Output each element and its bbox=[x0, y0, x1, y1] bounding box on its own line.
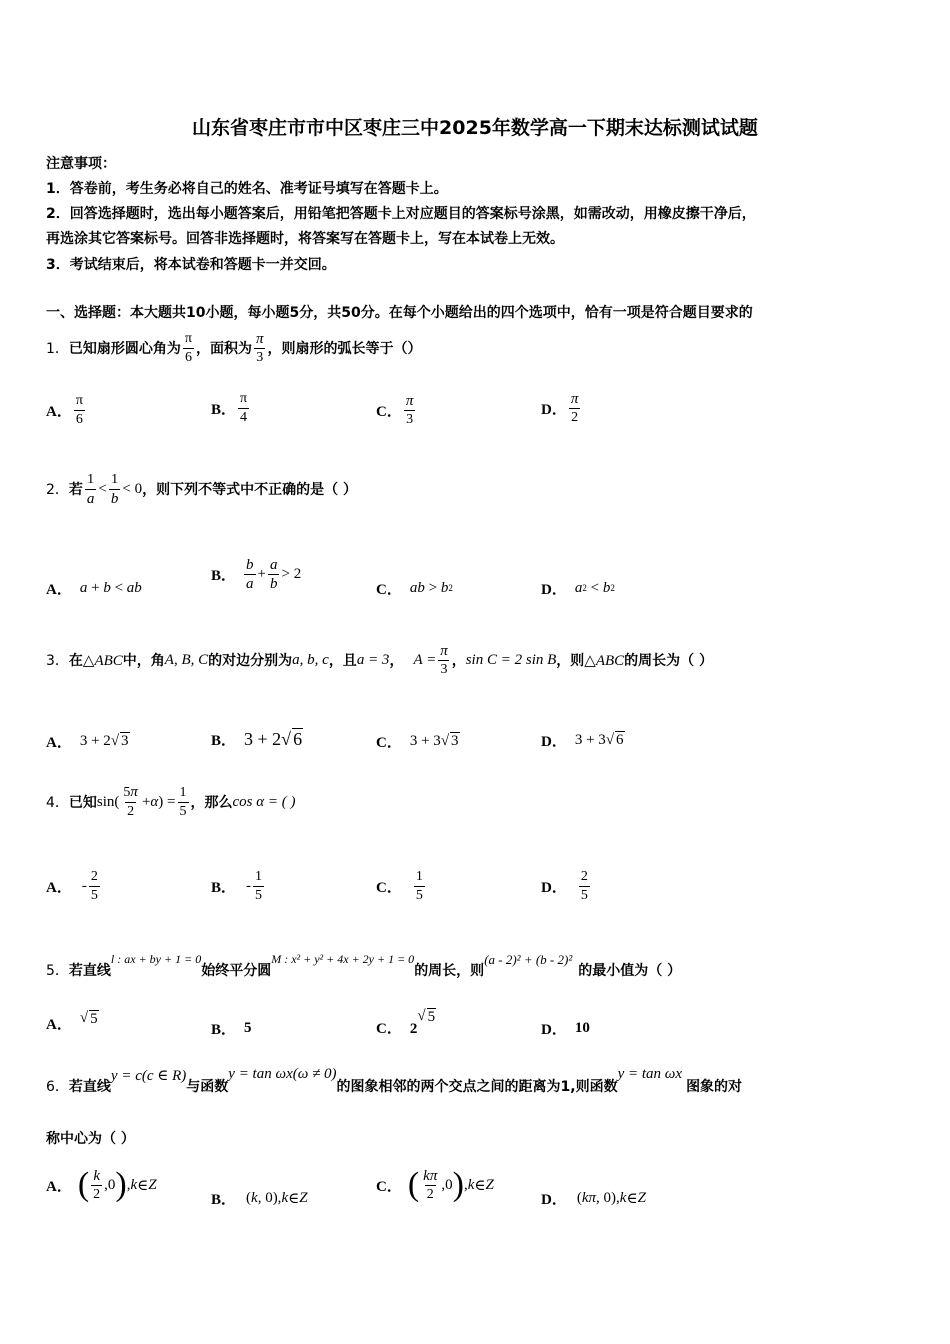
fraction: $\frac{\pi}{3}$ bbox=[256, 330, 264, 365]
q5-option-b: B． 5 bbox=[211, 1019, 252, 1038]
q4-option-c: C． $\frac{1}{5}$ bbox=[376, 868, 423, 903]
page-title: 山东省枣庄市市中区枣庄三中2025年数学高一下期末达标测试试题 bbox=[192, 117, 758, 139]
question-number: 6． bbox=[46, 1079, 69, 1095]
q2-option-a: A． a + b < ab bbox=[46, 579, 142, 598]
q6-option-c: C． ( $\frac{k\pi}{2}$ ,0 ) , k ∈ Z bbox=[376, 1166, 494, 1203]
section-heading: 一、选择题：本大题共10小题，每小题5分，共50分。在每个小题给出的四个选项中，恰有一项是符合题目要求的 bbox=[46, 305, 753, 321]
question-number: 5． bbox=[46, 963, 69, 979]
q5-option-d: D． 10 bbox=[541, 1019, 590, 1038]
q6-option-a: A． ( $\frac{k}{2}$ ,0 ) , k ∈ Z bbox=[46, 1166, 157, 1203]
question-3: 3． 在 △ABC 中，角 A, B, C 的对边分别为 a, b, c ，且 a = 3 ， A = $\frac{\pi}{3}$ ， sin C = 2 sin B ，则 △ABC 的周长为（ ） bbox=[46, 642, 714, 677]
q3-option-b: B． 3 + 2 √ 6 bbox=[211, 728, 303, 749]
notice-item-1: 1．答卷前，考生务必将自己的姓名、准考证号填写在答题卡上。 bbox=[46, 181, 448, 197]
q4-option-d: D． $\frac{2}{5}$ bbox=[541, 868, 588, 903]
q5-option-c: C． 2 √ 5 bbox=[376, 1008, 436, 1037]
q1-option-b: B． $\frac{\pi}{4}$ bbox=[211, 390, 248, 425]
q2-option-d: D． a 2 < b 2 bbox=[541, 579, 615, 598]
q1-option-c: C． $\frac{\pi}{3}$ bbox=[376, 392, 414, 427]
question-1: 1． 已知扇形圆心角为 $\frac{\pi}{6}$ ，面积为 $\frac{\pi}{3}$ ，则扇形的弧长等于（） bbox=[46, 330, 422, 365]
fraction: $\frac{\pi}{6}$ bbox=[184, 330, 192, 365]
question-6: 6． 若直线 y = c(c ∈ R) 与函数 y = tan ωx(ω ≠ 0) 的图象相邻的两个交点之间的距离为1,则函数 y = tan ωx 图象的对 bbox=[46, 1066, 743, 1095]
question-number: 4． bbox=[46, 795, 69, 811]
notice-item-2a: 2．回答选择题时，选出每小题答案后，用铅笔把答题卡上对应题目的答案标号涂黑，如需改动，用橡皮擦干净后， bbox=[46, 206, 756, 222]
q2-option-c: C． ab > b 2 bbox=[376, 579, 453, 598]
q2-option-b: B． $\frac{b}{a}$ + $\frac{a}{b}$ > 2 bbox=[211, 556, 302, 592]
q1-option-d: D． $\frac{\pi}{2}$ bbox=[541, 390, 579, 425]
notice-item-2b: 再选涂其它答案标号。回答非选择题时，将答案写在答题卡上，写在本试卷上无效。 bbox=[46, 231, 564, 247]
q4-option-a: A． - $\frac{2}{5}$ bbox=[46, 868, 98, 903]
q3-option-c: C． 3 + 3 √ 3 bbox=[376, 732, 459, 751]
question-5: 5． 若直线 l : ax + by + 1 = 0 始终平分圆 M : x² + y² + 4x + 2y + 1 = 0 的周长，则 (a - 2)² + (b - 2)² 的最小值为（ ） bbox=[46, 952, 682, 979]
question-4: 4． 已知 sin( $\frac{5\pi}{2}$ + α ) = $\frac{1}{5}$ ，那么 cos α = ( ) bbox=[46, 784, 296, 819]
q3-option-a: A． 3 + 2 √ 3 bbox=[46, 732, 129, 751]
question-number: 3． bbox=[46, 653, 69, 669]
question-number: 1． bbox=[46, 341, 69, 357]
q6-option-b: B． ( k , 0), k ∈ Z bbox=[211, 1189, 308, 1208]
q3-option-d: D． 3 + 3 √ 6 bbox=[541, 731, 624, 750]
notice-heading: 注意事项： bbox=[46, 156, 116, 172]
question-number: 2． bbox=[46, 482, 69, 498]
q4-option-b: B． - $\frac{1}{5}$ bbox=[211, 868, 263, 903]
question-2: 2． 若 $\frac{1}{a}$ < $\frac{1}{b}$ < 0 ，则下列不等式中不正确的是（ ） bbox=[46, 471, 357, 507]
q6-option-d: D． ( kπ , 0), k ∈ Z bbox=[541, 1189, 646, 1208]
question-6-cont: 称中心为（ ） bbox=[46, 1131, 135, 1147]
notice-item-3: 3．考试结束后，将本试卷和答题卡一并交回。 bbox=[46, 257, 336, 273]
q1-option-a: A． $\frac{\pi}{6}$ bbox=[46, 392, 83, 427]
q5-option-a: A． √ 5 bbox=[46, 1010, 98, 1033]
